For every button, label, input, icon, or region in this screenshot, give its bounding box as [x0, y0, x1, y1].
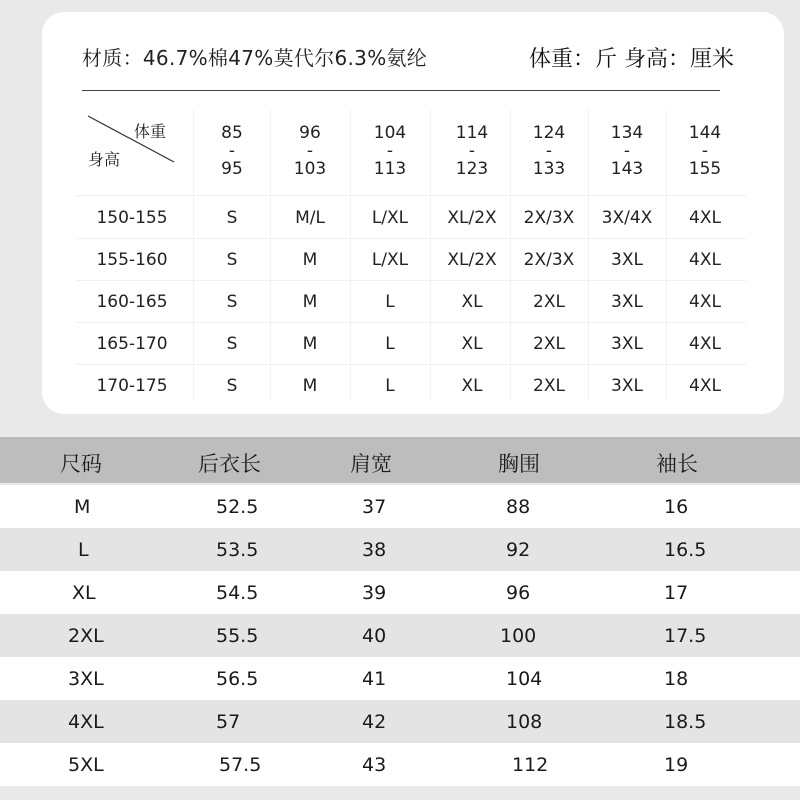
weight-range-header	[513, 122, 585, 180]
table-cell: 37	[362, 496, 387, 518]
size-cell: 3XL	[611, 376, 643, 396]
table-cell: 43	[362, 754, 387, 776]
weight-range-bottom: 133	[532, 159, 566, 179]
size-cell: 4XL	[689, 376, 721, 396]
weight-range-bottom: 95	[221, 159, 243, 179]
weight-range-top: 85	[221, 123, 243, 143]
weight-range-top: 124	[532, 123, 566, 143]
table-cell: 112	[512, 754, 549, 776]
height-range-label: 150-155	[96, 208, 168, 228]
size-cell: M	[302, 292, 318, 312]
grid-line	[588, 110, 589, 400]
material-label: 材质：46.7%棉47%莫代尔6.3%氨纶	[82, 46, 428, 70]
table-cell: 57	[216, 711, 241, 733]
grid-line	[76, 195, 746, 196]
weight-range-dash: -	[228, 141, 236, 161]
size-cell: L/XL	[371, 250, 409, 270]
table-cell: 57.5	[219, 754, 262, 776]
table-cell: 38	[362, 539, 387, 561]
grid-line	[510, 110, 511, 400]
size-cell: 2XL	[533, 376, 565, 396]
corner-weight-label: 体重	[134, 122, 167, 141]
table-cell: 53.5	[216, 539, 259, 561]
table-cell: 108	[506, 711, 543, 733]
table-cell: 52.5	[216, 496, 259, 518]
table-cell: 17.5	[664, 625, 707, 647]
size-cell: M	[302, 376, 318, 396]
size-cell: S	[226, 250, 238, 270]
size-cell: 2X/3X	[523, 250, 575, 270]
table-cell: 104	[506, 668, 543, 690]
divider	[82, 90, 720, 91]
table-cell: 2XL	[68, 625, 104, 647]
size-cell: 4XL	[689, 334, 721, 354]
weight-range-header	[354, 122, 426, 180]
table-cell: 39	[362, 582, 387, 604]
weight-range-header	[274, 122, 346, 180]
size-cell: 4XL	[689, 292, 721, 312]
weight-range-bottom: 143	[610, 159, 644, 179]
size-cell: S	[226, 334, 238, 354]
table-cell: XL	[72, 582, 96, 604]
size-cell: S	[226, 208, 238, 228]
size-cell: XL	[461, 334, 483, 354]
table-cell: 88	[506, 496, 531, 518]
weight-range-bottom: 155	[688, 159, 722, 179]
table-cell: 56.5	[216, 668, 259, 690]
table-cell: 16.5	[664, 539, 707, 561]
weight-range-header	[669, 122, 741, 180]
weight-range-top: 144	[688, 123, 722, 143]
size-cell: 2X/3X	[523, 208, 575, 228]
table-cell: M	[74, 496, 91, 518]
weight-range-header	[436, 122, 508, 180]
weight-range-top: 134	[610, 123, 644, 143]
grid-line	[270, 110, 271, 400]
weight-range-bottom: 113	[373, 159, 407, 179]
table-cell: 3XL	[68, 668, 104, 690]
table-cell: 18.5	[664, 711, 707, 733]
units-label: 体重：斤 身高：厘米	[529, 47, 734, 72]
size-cell: 4XL	[689, 250, 721, 270]
height-range-label: 170-175	[96, 376, 168, 396]
table-cell: 42	[362, 711, 387, 733]
size-cell: L	[385, 334, 395, 354]
size-cell: L/XL	[371, 208, 409, 228]
size-cell: 3XL	[611, 250, 643, 270]
table-cell: 5XL	[68, 754, 104, 776]
weight-range-dash: -	[386, 141, 394, 161]
table-cell: 100	[500, 625, 537, 647]
size-cell: M/L	[295, 208, 325, 228]
size-cell: 2XL	[533, 292, 565, 312]
weight-range-dash: -	[701, 141, 709, 161]
column-header: 后衣长	[198, 452, 261, 476]
table-cell: 16	[664, 496, 689, 518]
weight-range-dash: -	[306, 141, 314, 161]
table-cell: 92	[506, 539, 531, 561]
weight-range-bottom: 123	[455, 159, 489, 179]
table-cell: 55.5	[216, 625, 259, 647]
size-cell: S	[226, 292, 238, 312]
table-cell: L	[78, 539, 89, 561]
size-cell: M	[302, 334, 318, 354]
size-cell: L	[385, 292, 395, 312]
weight-range-bottom: 103	[293, 159, 327, 179]
grid-line	[76, 322, 746, 323]
size-cell: XL	[461, 292, 483, 312]
weight-range-dash: -	[468, 141, 476, 161]
column-header: 胸围	[498, 452, 540, 476]
table-cell: 96	[506, 582, 531, 604]
weight-range-dash: -	[623, 141, 631, 161]
size-cell: XL	[461, 376, 483, 396]
table-cell: 40	[362, 625, 387, 647]
size-cell: 2XL	[533, 334, 565, 354]
size-cell: S	[226, 376, 238, 396]
weight-range-header	[196, 122, 268, 180]
size-cell: XL/2X	[447, 250, 497, 270]
grid-line	[193, 110, 194, 400]
grid-line	[76, 364, 746, 365]
grid-line	[350, 110, 351, 400]
table-cell: 19	[664, 754, 689, 776]
weight-range-top: 104	[373, 123, 407, 143]
height-range-label: 155-160	[96, 250, 168, 270]
height-range-label: 160-165	[96, 292, 168, 312]
height-range-label: 165-170	[96, 334, 168, 354]
column-header: 尺码	[60, 452, 102, 476]
table-cell: 18	[664, 668, 689, 690]
weight-range-top: 96	[299, 123, 321, 143]
weight-range-dash: -	[545, 141, 553, 161]
grid-line	[666, 110, 667, 400]
grid-line	[76, 280, 746, 281]
table-cell: 54.5	[216, 582, 259, 604]
table-cell: 41	[362, 668, 387, 690]
table-cell: 4XL	[68, 711, 104, 733]
corner-height-label: 身高	[88, 150, 121, 169]
weight-range-top: 114	[455, 123, 489, 143]
size-cell: 3X/4X	[601, 208, 653, 228]
size-cell: XL/2X	[447, 208, 497, 228]
size-cell: 3XL	[611, 292, 643, 312]
weight-range-header	[591, 122, 663, 180]
table-cell: 17	[664, 582, 689, 604]
size-cell: 4XL	[689, 208, 721, 228]
column-header: 肩宽	[350, 452, 392, 476]
grid-line	[76, 238, 746, 239]
column-header: 袖长	[656, 452, 698, 476]
size-cell: M	[302, 250, 318, 270]
size-cell: 3XL	[611, 334, 643, 354]
size-cell: L	[385, 376, 395, 396]
grid-line	[430, 110, 431, 400]
